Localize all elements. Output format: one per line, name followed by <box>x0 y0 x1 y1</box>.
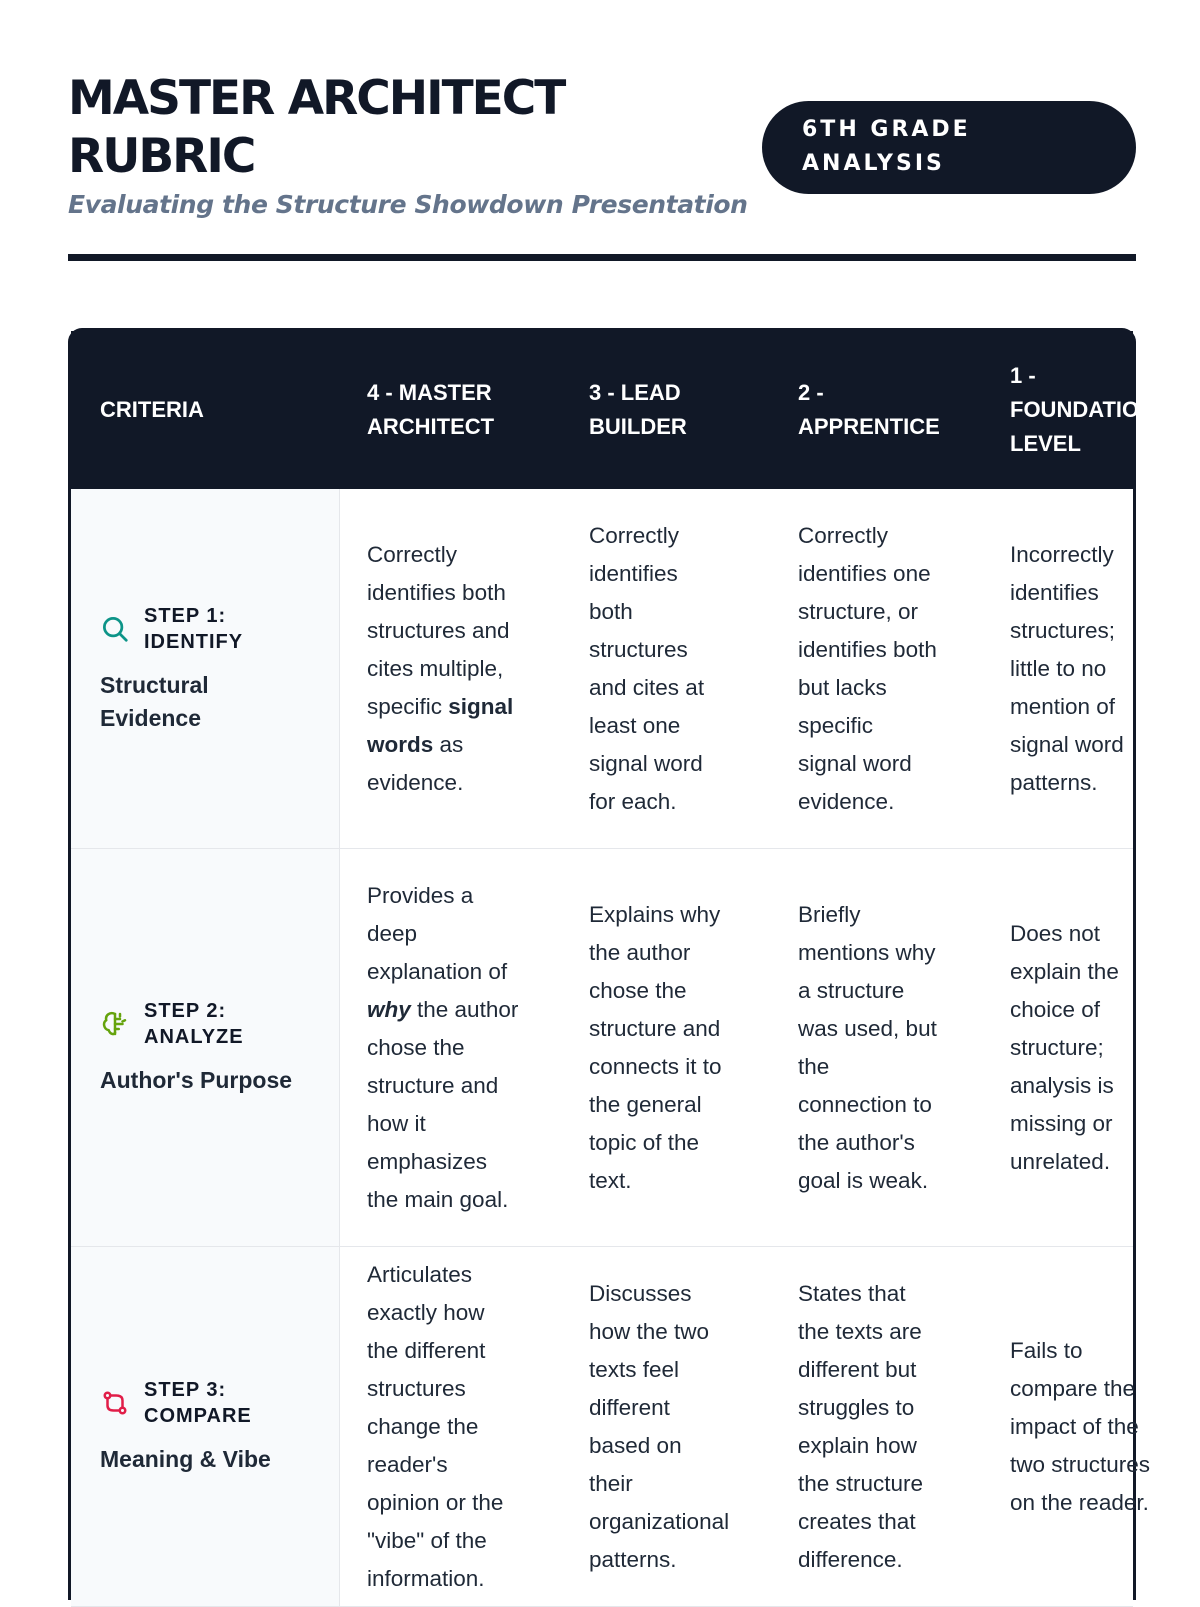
description-text: the author chose the structure and how it emphasizes the main goal. <box>367 996 519 1212</box>
level-4-description <box>340 849 562 1246</box>
description-text: Correctly identifies both structures and cites multiple, specific <box>367 541 510 719</box>
table-header <box>71 331 1156 489</box>
level-1-description <box>983 849 1138 1246</box>
grade-badge-line: 6TH GRADE <box>802 117 971 142</box>
description-text: as evidence. <box>367 731 464 795</box>
compare-arrows-icon <box>100 1388 130 1418</box>
criteria-cell <box>71 1247 340 1606</box>
level-3-description <box>562 489 771 848</box>
level-4-description <box>340 1247 562 1606</box>
description-text: Explains why the author chose the structure and connects it to the general topic of the text. <box>589 901 722 1193</box>
description-text: Incorrectly identifies structures; little to no mention of signal word patterns. <box>1010 541 1124 795</box>
level-2-description <box>771 849 983 1246</box>
grade-badge <box>762 101 1136 194</box>
column-header-level-4: 4 - MASTER ARCHITECT <box>367 380 495 439</box>
table-row <box>71 849 1133 1247</box>
description-text: Briefly mentions why a structure was used, but the connection to the author's goal is weak. <box>798 901 937 1193</box>
column-header-criteria: CRITERIA <box>100 397 204 422</box>
description-emphasis: why <box>367 996 411 1022</box>
description-text: States that the texts are different but struggles to explain how the structure creates that difference. <box>798 1280 924 1572</box>
description-text: Correctly identifies both structures and cites at least one signal word for each. <box>589 522 705 814</box>
description-emphasis: signal words <box>367 693 514 757</box>
description-text: Articulates exactly how the different structures change the reader's opinion or the "vibe" of the information. <box>367 1261 504 1591</box>
table-row <box>71 489 1133 849</box>
description-text: Does not explain the choice of structure; analysis is missing or unrelated. <box>1010 920 1119 1174</box>
level-3-description <box>562 1247 771 1606</box>
level-1-description <box>983 489 1138 848</box>
criteria-cell <box>71 849 340 1246</box>
column-header-level-2: 2 - APPRENTICE <box>798 380 940 439</box>
criterion-name: Structural Evidence <box>100 671 209 731</box>
column-header-level-3: 3 - LEAD BUILDER <box>589 380 687 439</box>
page-title: MASTER ARCHITECT RUBRIC <box>68 71 565 184</box>
search-icon <box>100 614 130 644</box>
level-4-description <box>340 489 562 848</box>
description-text: Discusses how the two texts feel different based on their organizational patterns. <box>589 1280 730 1572</box>
page-subtitle: Evaluating the Structure Showdown Presentation <box>68 190 748 219</box>
step-label: STEP 3: COMPARE <box>144 1379 252 1427</box>
step-label: STEP 1: IDENTIFY <box>144 604 244 653</box>
criteria-cell <box>71 489 340 848</box>
rubric-table <box>68 328 1156 1600</box>
level-2-description <box>771 1247 983 1606</box>
column-header-level-1: 1 - FOUNDATION LEVEL <box>1010 363 1156 456</box>
level-2-description <box>771 489 983 848</box>
brain-icon <box>100 1009 130 1039</box>
description-text: Fails to compare the impact of the two structures on the reader. <box>1010 1337 1151 1515</box>
step-label: STEP 2: ANALYZE <box>144 1000 244 1048</box>
level-1-description <box>983 1247 1151 1606</box>
description-text: Provides a deep explanation of <box>367 882 508 984</box>
table-row <box>71 1247 1151 1607</box>
criterion-name: Meaning & Vibe <box>100 1446 271 1472</box>
criterion-name: Author's Purpose <box>100 1067 293 1093</box>
level-3-description <box>562 849 771 1246</box>
description-text: Correctly identifies one structure, or identifies both but lacks specific signal word evidence. <box>798 522 937 814</box>
header-divider <box>68 254 1136 261</box>
grade-badge-line: ANALYSIS <box>802 151 945 176</box>
